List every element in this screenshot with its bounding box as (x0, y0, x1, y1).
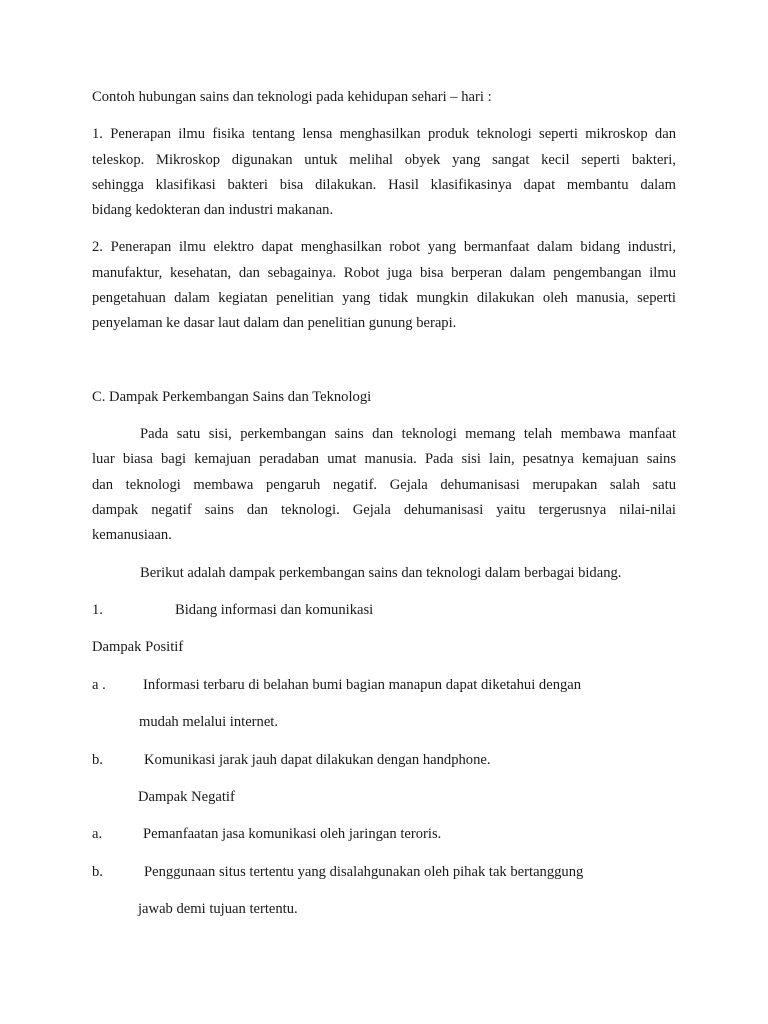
point2-line-2: manufaktur, kesehatan, dan sebagainya. Robot juga bisa berperan dalam pengembangan ilmu (92, 265, 676, 281)
point2-line-4: penyelaman ke dasar laut dalam dan penelitian gunung berapi. (92, 315, 457, 331)
para2: Berikut adalah dampak perkembangan sains dan teknologi dalam berbagai bidang. (140, 565, 622, 581)
section-heading: C. Dampak Perkembangan Sains dan Teknologi (92, 389, 372, 405)
point1-line-3: sehingga klasifikasi bakteri bisa dilakukan. Hasil klasifikasinya dapat membantu dalam (92, 177, 676, 193)
point2-line-1: 2. Penerapan ilmu elektro dapat menghasilkan robot yang bermanfaat dalam bidang industri, (92, 239, 676, 255)
negative-b-marker: b. (92, 864, 103, 880)
positive-heading: Dampak Positif (92, 639, 184, 655)
point1-line-1: 1. Penerapan ilmu fisika tentang lensa menghasilkan produk teknologi seperti mikroskop dan (92, 126, 676, 142)
negative-a-line-1: Pemanfaatan jasa komunikasi oleh jaringan teroris. (143, 826, 442, 842)
positive-a-line-1: Informasi terbaru di belahan bumi bagian manapun dapat diketahui dengan (143, 677, 582, 693)
point2-line-3: pengetahuan dalam kegiatan penelitian yang tidak mungkin dilakukan oleh manusia, seperti (92, 290, 676, 306)
intro-line: Contoh hubungan sains dan teknologi pada kehidupan sehari – hari : (92, 89, 492, 105)
para1-line-3: dan teknologi membawa pengaruh negatif. Gejala dehumanisasi merupakan salah satu (92, 477, 676, 493)
positive-a-line-2: mudah melalui internet. (139, 714, 279, 730)
negative-b-line-2: jawab demi tujuan tertentu. (138, 901, 298, 917)
para1-line-1: Pada satu sisi, perkembangan sains dan teknologi memang telah membawa manfaat (140, 426, 676, 442)
para1-line-5: kemanusiaan. (92, 527, 172, 543)
positive-b-line-1: Komunikasi jarak jauh dapat dilakukan dengan handphone. (144, 752, 491, 768)
point1-line-4: bidang kedokteran dan industri makanan. (92, 202, 334, 218)
point1-line-2: teleskop. Mikroskop digunakan untuk melihal obyek yang sangat kecil seperti bakteri, (92, 152, 676, 168)
item1-number: 1. (92, 602, 103, 618)
para1-line-2: luar biasa bagi kemajuan peradaban umat manusia. Pada sisi lain, pesatnya kemajuan sains (92, 451, 676, 467)
item1-label: Bidang informasi dan komunikasi (175, 602, 374, 618)
para1-line-4: dampak negatif sains dan teknologi. Gejala dehumanisasi yaitu tergerusnya nilai-nilai (92, 502, 676, 518)
positive-a-marker: a . (92, 677, 106, 693)
negative-heading: Dampak Negatif (138, 789, 235, 805)
negative-b-line-1: Penggunaan situs tertentu yang disalahgunakan oleh pihak tak bertanggung (144, 864, 584, 880)
negative-a-marker: a. (92, 826, 103, 842)
positive-b-marker: b. (92, 752, 103, 768)
